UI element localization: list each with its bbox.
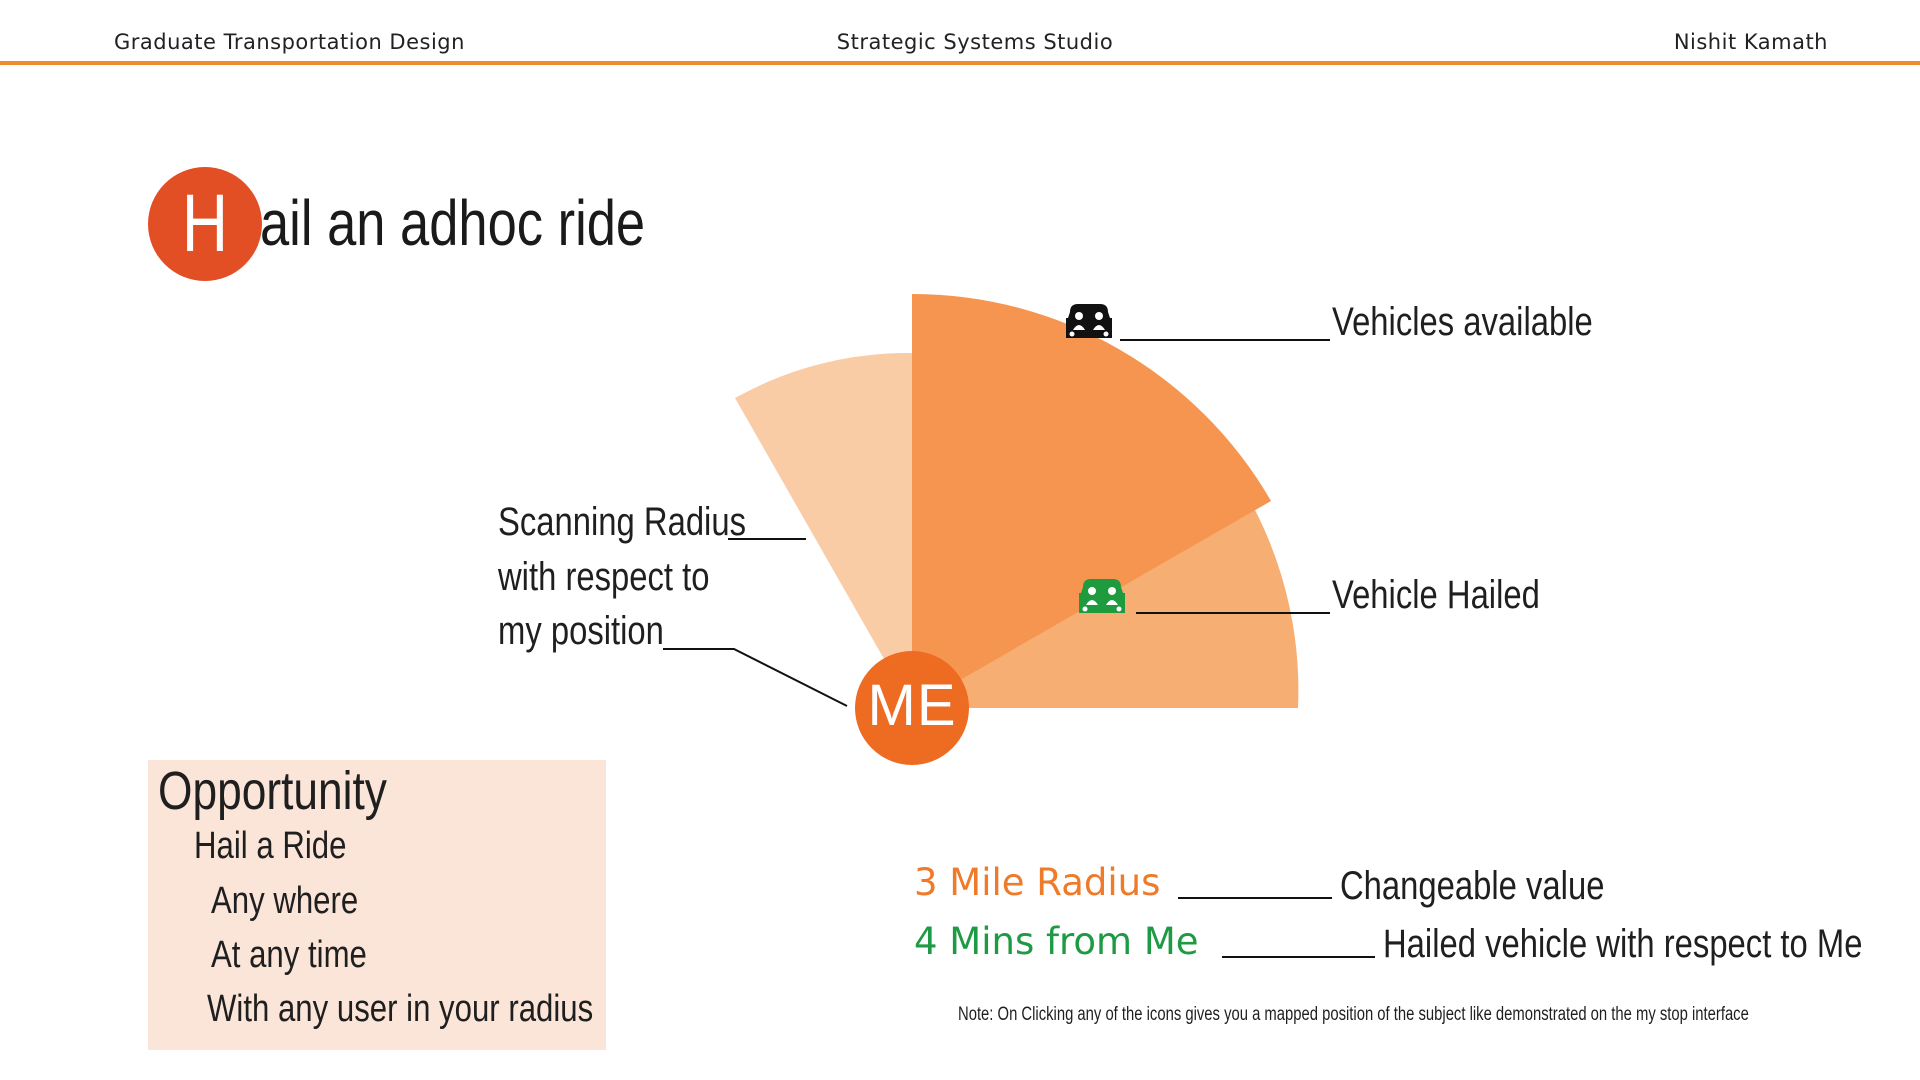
car-icon[interactable] [1066,304,1112,338]
opportunity-item: At any time [211,934,367,976]
scanning-label-line-3: my position [498,609,664,653]
title-initial: H [181,178,229,269]
hailed-car-icon[interactable] [1079,579,1125,613]
scanning-leader-line [663,649,847,706]
vehicles-available-label: Vehicles available [1332,300,1593,344]
vehicle-hailed-label: Vehicle Hailed [1332,573,1540,617]
radius-value: 3 Mile Radius [914,861,1161,904]
header-author: Nishit Kamath [1673,30,1828,54]
opportunity-item: Any where [211,880,359,922]
eta-description: Hailed vehicle with respect to Me [1383,922,1863,966]
scan-sector-light [735,353,912,708]
scanning-label-line-1: Scanning Radius [498,500,746,544]
opportunity-title: Opportunity [158,761,387,821]
opportunity-item: Hail a Ride [194,825,347,867]
radius-description: Changeable value [1340,864,1605,908]
header-studio: Strategic Systems Studio [836,30,1114,54]
opportunity-item: With any user in your radius [207,988,594,1030]
me-label: ME [867,673,957,738]
eta-value: 4 Mins from Me [914,920,1199,963]
header-course: Graduate Transportation Design [114,30,465,54]
scanning-label-line-2: with respect to [498,555,710,599]
page-title: ail an adhoc ride [260,187,646,259]
footnote: Note: On Clicking any of the icons gives you a mapped position of the subject like demonstrated on the my stop interface [958,1004,1749,1025]
